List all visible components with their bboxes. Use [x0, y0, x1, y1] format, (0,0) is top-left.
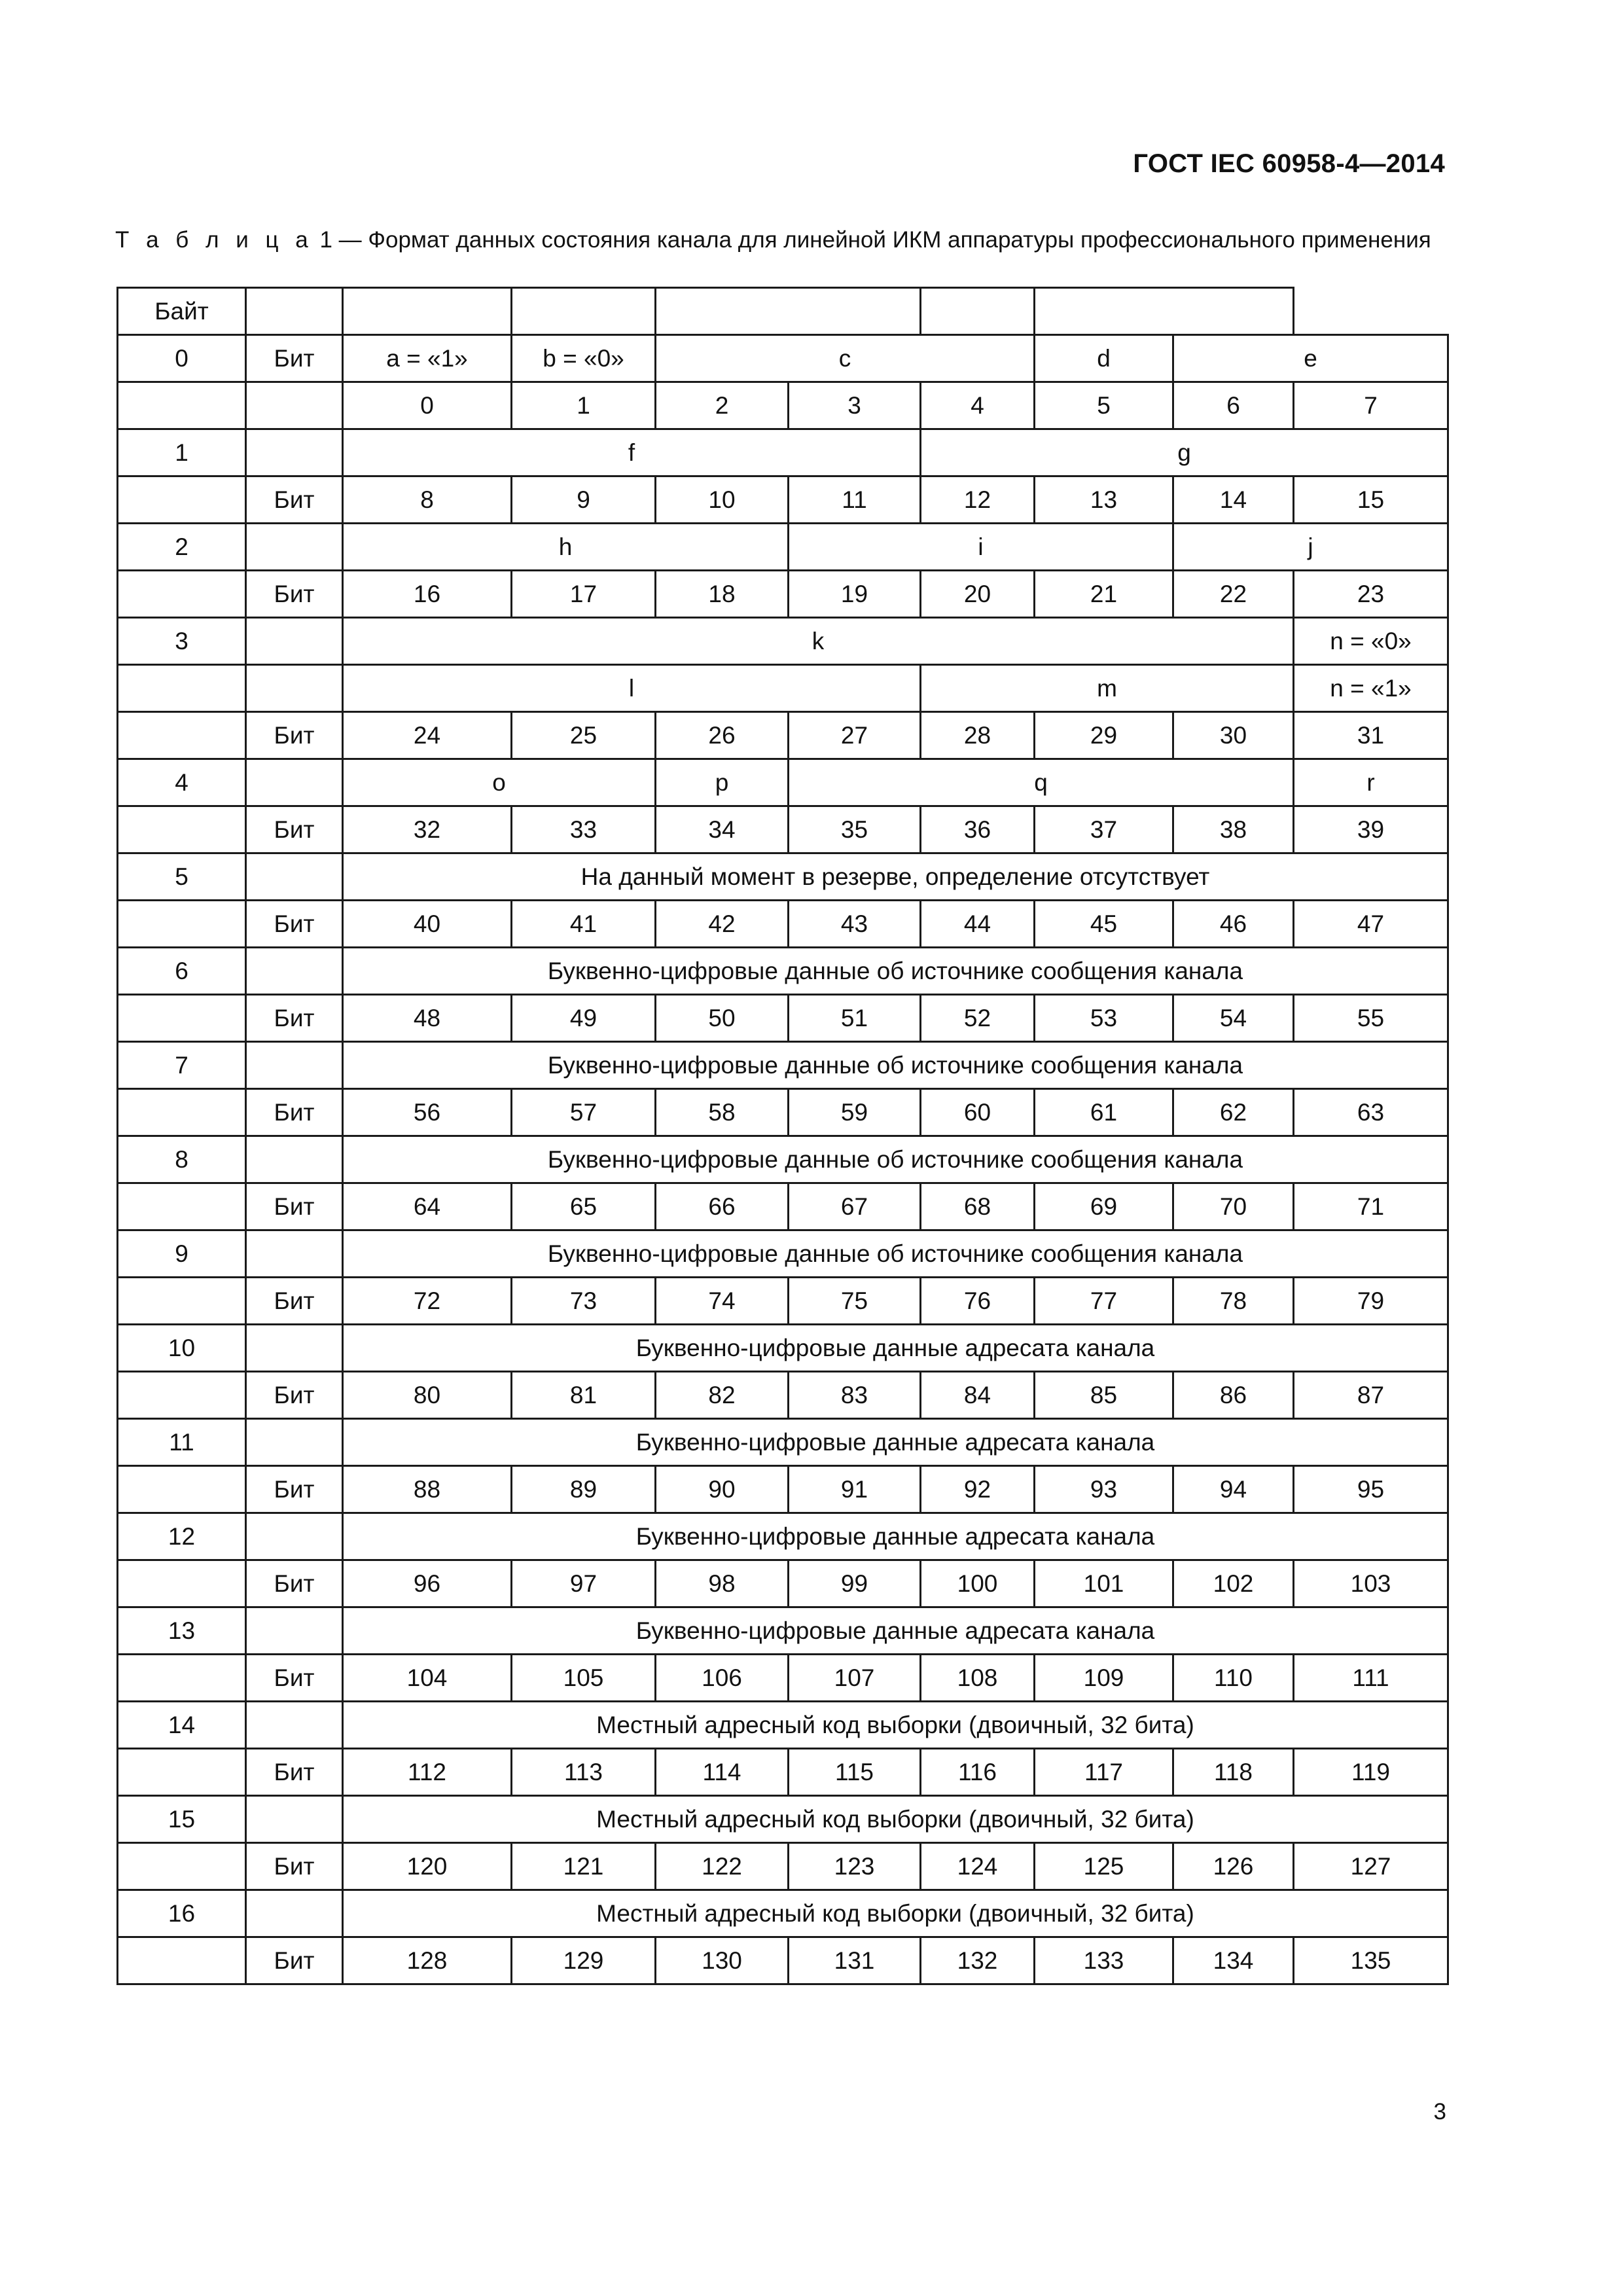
table-cell: 84 [921, 1372, 1035, 1419]
table-cell: 91 [789, 1466, 921, 1513]
table-cell: 35 [789, 806, 921, 853]
table-cell: 126 [1173, 1843, 1294, 1890]
table-row [118, 712, 1448, 759]
table-cell: 7 [1294, 382, 1448, 429]
table-cell [118, 1749, 246, 1796]
table-cell: Бит [246, 1655, 343, 1702]
table-cell: 12 [921, 476, 1035, 524]
table-cell: 1 [118, 429, 246, 476]
table-cell: 8 [343, 476, 512, 524]
table-cell: m [921, 665, 1294, 712]
table-cell: 5 [1035, 382, 1173, 429]
table-cell: 104 [343, 1655, 512, 1702]
table-caption [115, 227, 1444, 253]
table-row [118, 524, 1448, 571]
table-row [118, 335, 1448, 382]
table-cell: 54 [1173, 995, 1294, 1042]
table-cell: 92 [921, 1466, 1035, 1513]
table-cell: 26 [656, 712, 789, 759]
table-cell: 50 [656, 995, 789, 1042]
table-cell: 71 [1294, 1183, 1448, 1230]
table-cell: c [656, 335, 1035, 382]
table-cell [246, 1419, 343, 1466]
table-cell [246, 618, 343, 665]
table-cell: 88 [343, 1466, 512, 1513]
table-cell: 39 [1294, 806, 1448, 853]
table-cell: 13 [1035, 476, 1173, 524]
table-cell: l [343, 665, 921, 712]
table-cell: 124 [921, 1843, 1035, 1890]
table-cell [246, 948, 343, 995]
table-row [118, 1325, 1448, 1372]
table-cell: 43 [789, 901, 921, 948]
table-cell [246, 288, 343, 335]
table-cell: 125 [1035, 1843, 1173, 1890]
table-cell: 58 [656, 1089, 789, 1136]
table-cell: 78 [1173, 1278, 1294, 1325]
table-row [118, 1655, 1448, 1702]
table-cell [118, 1560, 246, 1607]
table-cell: 114 [656, 1749, 789, 1796]
table-cell: 93 [1035, 1466, 1173, 1513]
table-cell [118, 806, 246, 853]
table-cell: 29 [1035, 712, 1173, 759]
table-cell: Байт [118, 288, 246, 335]
table-cell: 44 [921, 901, 1035, 948]
table-cell: Буквенно-цифровые данные адресата канала [343, 1325, 1448, 1372]
table-cell: 66 [656, 1183, 789, 1230]
table-cell: 73 [512, 1278, 656, 1325]
table-cell: 98 [656, 1560, 789, 1607]
table-cell: 130 [656, 1937, 789, 1984]
table-row [118, 1089, 1448, 1136]
table-cell: 52 [921, 995, 1035, 1042]
table-cell: 110 [1173, 1655, 1294, 1702]
table-cell: 133 [1035, 1937, 1173, 1984]
document-number: ГОСТ IEC 60958-4—2014 [1133, 149, 1445, 178]
table-cell: e [1173, 335, 1448, 382]
table-cell: 2 [656, 382, 789, 429]
table-cell: 112 [343, 1749, 512, 1796]
table-cell: 13 [118, 1607, 246, 1655]
table-cell: Бит [246, 1937, 343, 1984]
table-body [118, 288, 1448, 1984]
table-row [118, 1560, 1448, 1607]
table-cell: Буквенно-цифровые данные адресата канала [343, 1607, 1448, 1655]
table-cell: 41 [512, 901, 656, 948]
table-cell: 3 [789, 382, 921, 429]
table-cell: 59 [789, 1089, 921, 1136]
table-cell [1035, 288, 1294, 335]
table-cell: f [343, 429, 921, 476]
table-row [118, 382, 1448, 429]
table-cell: q [789, 759, 1294, 806]
table-cell: 80 [343, 1372, 512, 1419]
table-cell: 107 [789, 1655, 921, 1702]
table-row [118, 1796, 1448, 1843]
table-cell: 17 [512, 571, 656, 618]
table-cell: Бит [246, 1089, 343, 1136]
table-cell: Бит [246, 476, 343, 524]
table-cell [246, 1702, 343, 1749]
table-cell: 74 [656, 1278, 789, 1325]
table-cell: 65 [512, 1183, 656, 1230]
table-cell: 60 [921, 1089, 1035, 1136]
table-cell: 56 [343, 1089, 512, 1136]
channel-status-table [116, 287, 1449, 1985]
table-cell: Бит [246, 995, 343, 1042]
table-cell: 19 [789, 571, 921, 618]
table-cell: 63 [1294, 1089, 1448, 1136]
table-cell [246, 1796, 343, 1843]
table-row [118, 1702, 1448, 1749]
table-cell: 100 [921, 1560, 1035, 1607]
table-row [118, 288, 1448, 335]
table-cell [246, 1230, 343, 1278]
table-cell: 15 [118, 1796, 246, 1843]
table-cell: 5 [118, 853, 246, 901]
table-cell: 111 [1294, 1655, 1448, 1702]
table-cell: 11 [789, 476, 921, 524]
table-cell: Буквенно-цифровые данные об источнике сообщения канала [343, 1042, 1448, 1089]
table-cell: 34 [656, 806, 789, 853]
table-cell [118, 1843, 246, 1890]
table-cell: 83 [789, 1372, 921, 1419]
table-cell [343, 288, 512, 335]
table-cell [246, 429, 343, 476]
table-cell: 48 [343, 995, 512, 1042]
table-cell [118, 1183, 246, 1230]
table-cell [246, 853, 343, 901]
table-cell [118, 995, 246, 1042]
table-cell [118, 712, 246, 759]
table-cell: 90 [656, 1466, 789, 1513]
table-cell: Бит [246, 901, 343, 948]
table-cell: 61 [1035, 1089, 1173, 1136]
table-cell: 101 [1035, 1560, 1173, 1607]
table-cell [118, 665, 246, 712]
table-cell: 37 [1035, 806, 1173, 853]
table-cell [118, 901, 246, 948]
table-cell: 113 [512, 1749, 656, 1796]
table-cell: 69 [1035, 1183, 1173, 1230]
table-cell: Буквенно-цифровые данные об источнике сообщения канала [343, 948, 1448, 995]
table-row [118, 1278, 1448, 1325]
table-cell: 7 [118, 1042, 246, 1089]
table-cell [656, 288, 921, 335]
table-cell: 75 [789, 1278, 921, 1325]
table-cell: 109 [1035, 1655, 1173, 1702]
table-cell [246, 1042, 343, 1089]
table-cell [118, 1655, 246, 1702]
table-cell: 76 [921, 1278, 1035, 1325]
table-cell [118, 571, 246, 618]
table-row [118, 1230, 1448, 1278]
table-cell: Буквенно-цифровые данные об источнике сообщения канала [343, 1136, 1448, 1183]
table-cell: Буквенно-цифровые данные об источнике сообщения канала [343, 1230, 1448, 1278]
table-cell [246, 1890, 343, 1937]
table-cell: 46 [1173, 901, 1294, 948]
table-cell: 106 [656, 1655, 789, 1702]
table-cell: 115 [789, 1749, 921, 1796]
table-cell [246, 1136, 343, 1183]
table-cell: 105 [512, 1655, 656, 1702]
table-cell: 15 [1294, 476, 1448, 524]
table-cell: 1 [512, 382, 656, 429]
table-cell: 86 [1173, 1372, 1294, 1419]
page-number: 3 [1433, 2099, 1446, 2125]
table-cell: o [343, 759, 656, 806]
table-row [118, 429, 1448, 476]
table-cell [118, 476, 246, 524]
table-cell: 57 [512, 1089, 656, 1136]
table-cell: 20 [921, 571, 1035, 618]
table-cell: Местный адресный код выборки (двоичный, 32 бита) [343, 1890, 1448, 1937]
table-cell: 18 [656, 571, 789, 618]
table-cell [246, 1513, 343, 1560]
table-cell: 8 [118, 1136, 246, 1183]
table-cell: 25 [512, 712, 656, 759]
table-cell: Бит [246, 806, 343, 853]
table-row [118, 759, 1448, 806]
table-cell: 118 [1173, 1749, 1294, 1796]
table-cell: 33 [512, 806, 656, 853]
table-cell: 72 [343, 1278, 512, 1325]
table-row [118, 476, 1448, 524]
table-cell: 135 [1294, 1937, 1448, 1984]
table-cell: 30 [1173, 712, 1294, 759]
table-cell: i [789, 524, 1173, 571]
table-cell: 95 [1294, 1466, 1448, 1513]
table-row [118, 1513, 1448, 1560]
table-cell: g [921, 429, 1448, 476]
table-cell: p [656, 759, 789, 806]
table-cell: 128 [343, 1937, 512, 1984]
table-cell: a = «1» [343, 335, 512, 382]
table-cell: 40 [343, 901, 512, 948]
table-cell: Бит [246, 712, 343, 759]
table-cell: 82 [656, 1372, 789, 1419]
table-cell: 68 [921, 1183, 1035, 1230]
table-cell: 42 [656, 901, 789, 948]
table-cell: 108 [921, 1655, 1035, 1702]
table-cell: 55 [1294, 995, 1448, 1042]
table-cell: 36 [921, 806, 1035, 853]
table-caption-text: 1 — Формат данных состояния канала для линейной ИКМ аппаратуры профессионального применения [319, 227, 1431, 253]
table-cell: 0 [118, 335, 246, 382]
table-row [118, 901, 1448, 948]
table-cell: 85 [1035, 1372, 1173, 1419]
table-row [118, 665, 1448, 712]
table-cell: 11 [118, 1419, 246, 1466]
table-cell: 123 [789, 1843, 921, 1890]
table-cell [118, 382, 246, 429]
table-cell [246, 665, 343, 712]
table-cell: Местный адресный код выборки (двоичный, 32 бита) [343, 1702, 1448, 1749]
table-cell: 47 [1294, 901, 1448, 948]
table-row [118, 1136, 1448, 1183]
table-cell: 10 [118, 1325, 246, 1372]
table-cell: Буквенно-цифровые данные адресата канала [343, 1513, 1448, 1560]
table-cell: r [1294, 759, 1448, 806]
table-cell: 102 [1173, 1560, 1294, 1607]
table-row [118, 1937, 1448, 1984]
table-cell: 67 [789, 1183, 921, 1230]
table-cell: 3 [118, 618, 246, 665]
table-cell: Бит [246, 571, 343, 618]
table-cell: 81 [512, 1372, 656, 1419]
table-cell [246, 1607, 343, 1655]
table-cell: 27 [789, 712, 921, 759]
table-cell [246, 759, 343, 806]
table-cell: 120 [343, 1843, 512, 1890]
table-cell: Бит [246, 1372, 343, 1419]
table-cell: Буквенно-цифровые данные адресата канала [343, 1419, 1448, 1466]
table-cell: 119 [1294, 1749, 1448, 1796]
table-row [118, 1042, 1448, 1089]
table-cell: 64 [343, 1183, 512, 1230]
table-cell: 23 [1294, 571, 1448, 618]
table-cell [246, 524, 343, 571]
table-row [118, 571, 1448, 618]
table-cell: Бит [246, 1749, 343, 1796]
table-cell: 16 [118, 1890, 246, 1937]
table-cell: h [343, 524, 789, 571]
table-cell: 9 [118, 1230, 246, 1278]
table-cell: b = «0» [512, 335, 656, 382]
table-row [118, 618, 1448, 665]
table-cell: n = «0» [1294, 618, 1448, 665]
table-cell: 6 [1173, 382, 1294, 429]
table-cell: Бит [246, 1183, 343, 1230]
table-cell: 53 [1035, 995, 1173, 1042]
table-row [118, 995, 1448, 1042]
table-row [118, 948, 1448, 995]
table-cell [512, 288, 656, 335]
table-cell: 87 [1294, 1372, 1448, 1419]
table-cell: Бит [246, 1560, 343, 1607]
table-row [118, 853, 1448, 901]
table-cell: 21 [1035, 571, 1173, 618]
table-cell [118, 1278, 246, 1325]
table-caption-prefix: Т а б л и ц а [115, 227, 313, 253]
table-row [118, 1419, 1448, 1466]
table-cell: 99 [789, 1560, 921, 1607]
table-cell: 38 [1173, 806, 1294, 853]
table-cell: 117 [1035, 1749, 1173, 1796]
table-cell: 89 [512, 1466, 656, 1513]
table-cell: 103 [1294, 1560, 1448, 1607]
table-cell: 14 [118, 1702, 246, 1749]
table-cell: На данный момент в резерве, определение отсутствует [343, 853, 1448, 901]
table-cell: j [1173, 524, 1448, 571]
table-cell: 24 [343, 712, 512, 759]
table-cell: 116 [921, 1749, 1035, 1796]
table-row [118, 806, 1448, 853]
table-row [118, 1466, 1448, 1513]
table-cell: 131 [789, 1937, 921, 1984]
table-cell: 16 [343, 571, 512, 618]
table-cell: 134 [1173, 1937, 1294, 1984]
table-cell: 129 [512, 1937, 656, 1984]
table-cell: Бит [246, 1843, 343, 1890]
table-cell: Бит [246, 1466, 343, 1513]
table-cell: 51 [789, 995, 921, 1042]
table-cell: 22 [1173, 571, 1294, 618]
table-cell: Бит [246, 1278, 343, 1325]
table-cell: 14 [1173, 476, 1294, 524]
table-cell: 2 [118, 524, 246, 571]
table-cell: 70 [1173, 1183, 1294, 1230]
table-cell: 96 [343, 1560, 512, 1607]
table-cell: d [1035, 335, 1173, 382]
table-cell: 4 [118, 759, 246, 806]
table-row [118, 1749, 1448, 1796]
table-cell: 49 [512, 995, 656, 1042]
table-cell: 94 [1173, 1466, 1294, 1513]
table-cell: 97 [512, 1560, 656, 1607]
table-row [118, 1372, 1448, 1419]
table-cell: k [343, 618, 1294, 665]
table-cell [118, 1372, 246, 1419]
table-cell: 32 [343, 806, 512, 853]
table-cell: 6 [118, 948, 246, 995]
table-cell: 127 [1294, 1843, 1448, 1890]
table-cell: 31 [1294, 712, 1448, 759]
table-cell [921, 288, 1035, 335]
table-cell: 12 [118, 1513, 246, 1560]
table-cell: 132 [921, 1937, 1035, 1984]
table-cell [118, 1466, 246, 1513]
table-row [118, 1890, 1448, 1937]
table-cell: 121 [512, 1843, 656, 1890]
table-cell [246, 382, 343, 429]
table-cell: 62 [1173, 1089, 1294, 1136]
table-cell: 10 [656, 476, 789, 524]
table-cell: Бит [246, 335, 343, 382]
table-row [118, 1843, 1448, 1890]
table-row [118, 1183, 1448, 1230]
table-cell: n = «1» [1294, 665, 1448, 712]
table-cell [118, 1089, 246, 1136]
table-cell: Местный адресный код выборки (двоичный, 32 бита) [343, 1796, 1448, 1843]
table-cell [246, 1325, 343, 1372]
table-cell: 79 [1294, 1278, 1448, 1325]
table-cell [118, 1937, 246, 1984]
table-cell: 0 [343, 382, 512, 429]
table-cell: 122 [656, 1843, 789, 1890]
table-cell: 4 [921, 382, 1035, 429]
table-cell: 77 [1035, 1278, 1173, 1325]
table-row [118, 1607, 1448, 1655]
table-cell: 28 [921, 712, 1035, 759]
table-cell: 9 [512, 476, 656, 524]
table-cell: 45 [1035, 901, 1173, 948]
